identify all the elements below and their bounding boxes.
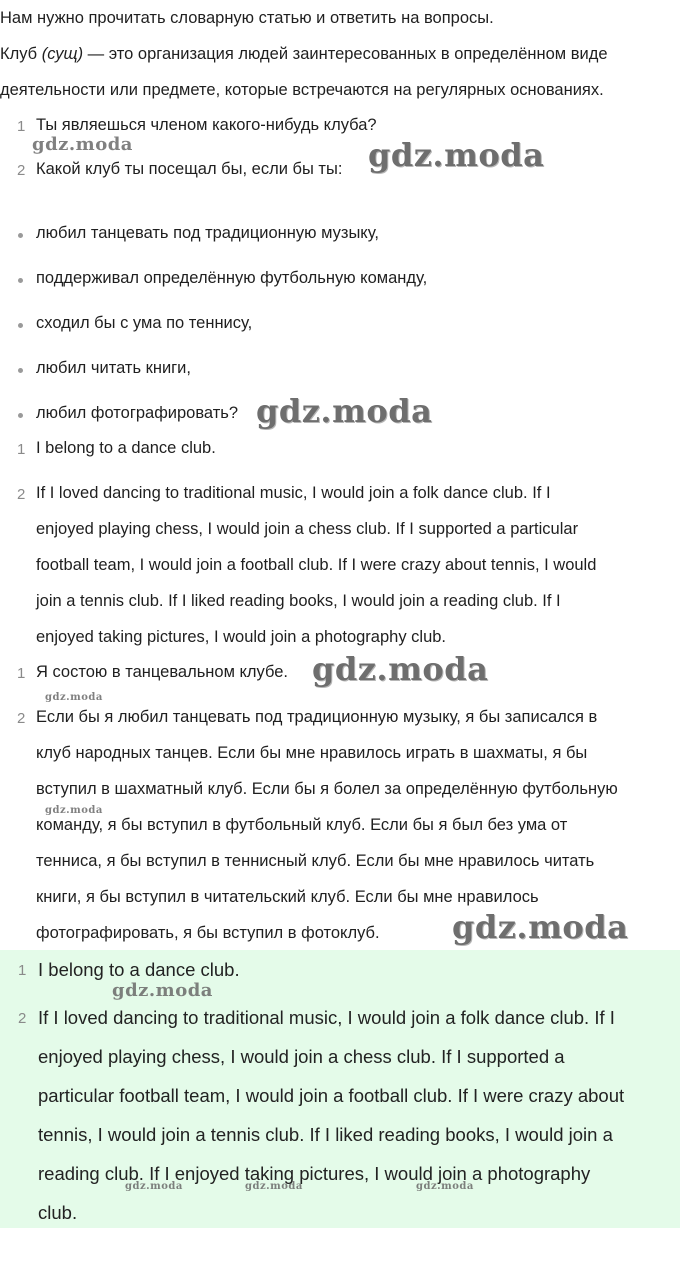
watermark-logo: gdz.moda: [32, 134, 133, 155]
bullet-icon: [18, 413, 23, 418]
answer-number: 1: [17, 665, 26, 682]
answer-text: Я состою в танцевальном клубе.: [36, 663, 289, 681]
bullet-icon: [18, 278, 23, 283]
answer-number: 2: [17, 486, 26, 503]
question-number: 1: [17, 118, 26, 135]
answer-number: 2: [17, 710, 26, 727]
answer-line: If I loved dancing to traditional music, I would join a folk dance club. If I: [36, 484, 551, 502]
watermark-logo: gdz.moda: [112, 980, 213, 1001]
answer-line: If I loved dancing to traditional music, I would join a folk dance club. If I: [38, 1007, 615, 1028]
answer-number: 2: [18, 1010, 27, 1027]
answer-line: join a tennis club. If I liked reading books, I would join a reading club. If I: [36, 592, 561, 610]
list-item: поддерживал определённую футбольную команду,: [36, 269, 428, 287]
answer-line: tennis, I would join a tennis club. If I liked reading books, I would join a: [38, 1124, 613, 1145]
answer-line: enjoyed playing chess, I would join a chess club. If I supported a: [38, 1046, 565, 1067]
watermark-logo: gdz.moda: [45, 805, 103, 816]
question-text: Какой клуб ты посещал бы, если бы ты:: [36, 160, 343, 178]
answer-line: команду, я бы вступил в футбольный клуб. Если бы я был без ума от: [36, 816, 568, 834]
watermark-logo: gdz.moda: [45, 692, 103, 703]
answer-line: вступил в шахматный клуб. Если бы я болел за определённую футбольную: [36, 780, 618, 798]
list-item: любил читать книги,: [36, 359, 191, 377]
answer-number: 1: [18, 962, 27, 979]
watermark-logo: gdz.moda: [125, 1181, 183, 1192]
answer-line: тенниса, я бы вступил в теннисный клуб. Если бы мне нравилось читать: [36, 852, 595, 870]
answer-text: I belong to a dance club.: [36, 439, 216, 457]
answer-line: клуб народных танцев. Если бы мне нравилось играть в шахматы, я бы: [36, 744, 588, 762]
watermark-logo: gdz.moda: [416, 1181, 474, 1192]
watermark-logo: gdz.moda: [256, 392, 433, 430]
bullet-icon: [18, 323, 23, 328]
answer-line: club.: [38, 1202, 78, 1223]
intro-line-3: деятельности или предмете, которые встречаются на регулярных основаниях.: [0, 81, 604, 99]
list-item: любил танцевать под традиционную музыку,: [36, 224, 379, 242]
answer-number: 1: [17, 441, 26, 458]
answer-line: football team, I would join a football club. If I were crazy about tennis, I would: [36, 556, 597, 574]
bullet-icon: [18, 368, 23, 373]
answer-line: Если бы я любил танцевать под традиционную музыку, я бы записался в: [36, 708, 598, 726]
question-text: Ты являешься членом какого-нибудь клуба?: [36, 116, 377, 134]
answer-line: книги, я бы вступил в читательский клуб. Если бы мне нравилось: [36, 888, 539, 906]
bullet-icon: [18, 233, 23, 238]
watermark-logo: gdz.moda: [452, 908, 629, 946]
answer-line: enjoyed playing chess, I would join a chess club. If I supported a particular: [36, 520, 579, 538]
answer-line: particular football team, I would join a football club. If I were crazy about: [38, 1085, 625, 1106]
intro-line-2: [0, 45, 608, 64]
answer-line: reading club. If I enjoyed taking pictures, I would join a photography: [38, 1163, 591, 1184]
intro-definition: — это организация людей заинтересованных в определённом виде: [83, 45, 608, 63]
intro-part-of-speech: (сущ): [41, 45, 84, 63]
question-number: 2: [17, 162, 26, 179]
answer-line: enjoyed taking pictures, I would join a photography club.: [36, 628, 447, 646]
watermark-logo: gdz.moda: [245, 1181, 303, 1192]
list-item: любил фотографировать?: [36, 404, 239, 422]
watermark-logo: gdz.moda: [368, 136, 545, 174]
intro-term: Клуб: [0, 45, 42, 63]
intro-line-1: Нам нужно прочитать словарную статью и ответить на вопросы.: [0, 9, 494, 27]
watermark-logo: gdz.moda: [312, 650, 489, 688]
list-item: сходил бы с ума по теннису,: [36, 314, 253, 332]
answer-line: фотографировать, я бы вступил в фотоклуб.: [36, 924, 380, 942]
answer-text: I belong to a dance club.: [38, 959, 240, 980]
